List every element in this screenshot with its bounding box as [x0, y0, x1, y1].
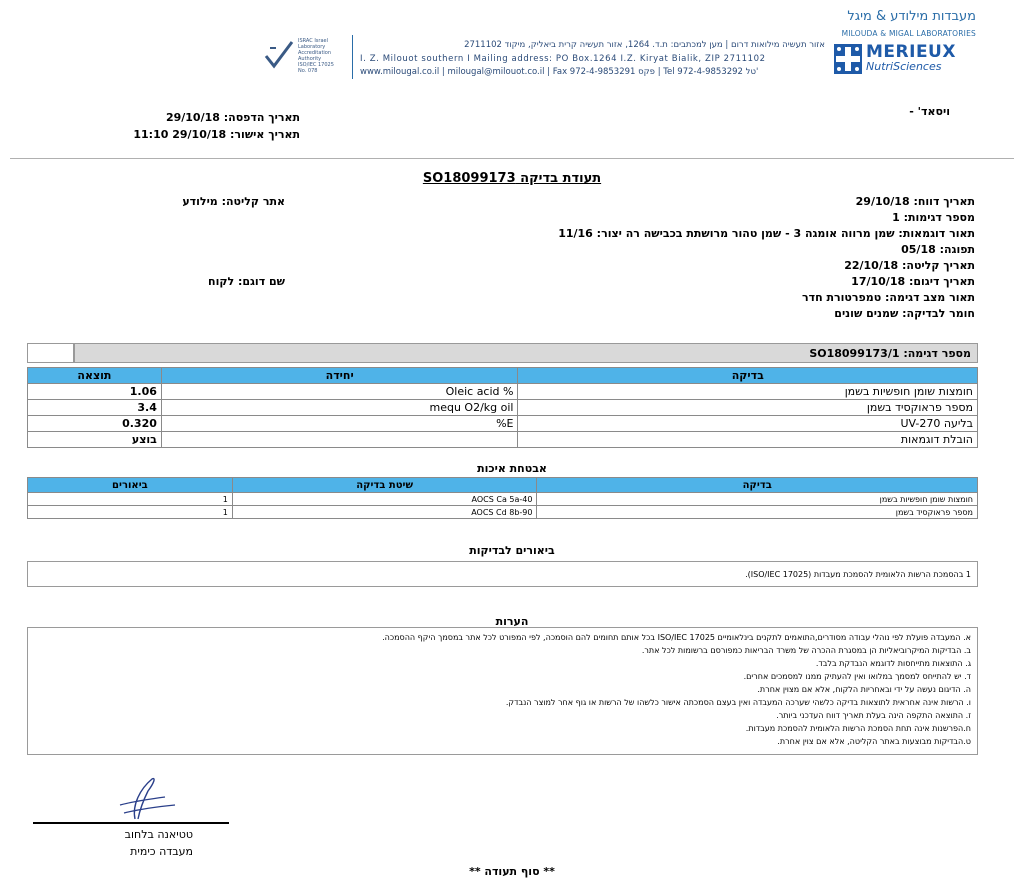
contact-line: www.milougal.co.il | milougal@milouot.co.il | Fax 972-4-9853291 פקס | Tel 972-4-9853292 טל' [360, 67, 759, 77]
lab-name-hebrew: מעבדות מילודע & מיגל [847, 9, 976, 24]
sample-number-bar [74, 343, 978, 363]
receipt-date: תאריך קליטה: 22/10/18 [844, 259, 975, 272]
merieux-brand-sub: NutriSciences [866, 60, 942, 73]
qa-header-row [28, 478, 978, 493]
approval-date: תאריך אישור: 29/10/18 11:10 [133, 128, 300, 141]
test-name: בליעה UV-270 [518, 416, 978, 432]
signer-role: מעבדה כימית [130, 845, 193, 858]
qa-method: AOCS Cd 8b-90 [232, 506, 537, 519]
results-header-row [28, 368, 978, 384]
merieux-brand-name: MERIEUX [866, 42, 956, 62]
note-line: ח.הפרשנות אינה תחת הסמכת הרשות הלאומית להסמכת מעבדות. [745, 724, 971, 733]
test-name: הובלת דוגמאות [518, 432, 978, 448]
table-row [28, 384, 978, 400]
sampler-name: שם דוגם: לקוח [208, 275, 285, 288]
end-of-certificate: ** סוף תעודה ** [469, 865, 555, 878]
address-english: I. Z. Milouot southern I Mailing address: PO Box.1264 I.Z. Kiryat Bialik, ZIP 2711102 [360, 54, 766, 64]
note-line: ט.הבדיקות מבוצעות באתר הקליטה, אלא אם צוין אחרת. [777, 737, 971, 746]
merieux-logo-icon [834, 44, 862, 74]
results-header-test: בדיקה [518, 368, 978, 384]
test-name: מספר פראוקסיד בשמן [518, 400, 978, 416]
test-unit: % Oleic acid [161, 384, 518, 400]
note-line: ב. הבדיקות המיקרוביאליות הן במסגרת ההכרה של משרד הבריאות כמפורסם ברשומות לכל אתר. [641, 646, 971, 655]
qa-title: אבטחת איכות [477, 462, 547, 475]
note-line: ז. התוצאה התקפה הינה בעלת תאריך דווח העדכני ביותר. [776, 711, 971, 720]
lab-name-english: MILOUDA & MIGAL LABORATORIES [841, 29, 976, 38]
address-hebrew: אזור תעשיה מילואות דרום | מען למכתבים: ת.ד. 1264, אזור תעשיה קרית ביאליק, מיקוד 2711102 [464, 40, 825, 50]
signature-line [33, 822, 229, 824]
test-result: 1.06 [28, 384, 162, 400]
note-line: ו. הרשות אינה אחראית לתוצאות בדיקה כלשהי שערכה המעבדה ואין בעצם הסמכתה אישור כלשהו של הרשות או גוף אחר למוצר הנבדק. [505, 698, 971, 707]
notes-title: הערות [495, 615, 529, 628]
qa-header-test: בדיקה [537, 478, 978, 493]
test-result: בוצע [28, 432, 162, 448]
report-date: תאריך דווח: 29/10/18 [855, 195, 975, 208]
test-unit: mequ O2/kg oil [161, 400, 518, 416]
table-row [28, 493, 978, 506]
sample-state: תאור מצב דגימה: טמפרטורת חדר [802, 291, 975, 304]
israc-check-icon [262, 38, 296, 72]
explanation-line: 1 בהסמכת הרשות הלאומית להסמכת מעבדות (ISO/IEC 17025). [745, 570, 971, 579]
test-result: 3.4 [28, 400, 162, 416]
qa-note-ref: 1 [28, 506, 233, 519]
signature-image [40, 775, 240, 825]
sample-count: מספר דגימות: 1 [892, 211, 975, 224]
certificate-title: תעודת בדיקה SO18099173 [422, 171, 602, 186]
qa-header-notes: ביאורים [28, 478, 233, 493]
sampling-date: תאריך דיגום: 17/10/18 [851, 275, 975, 288]
merieux-logo [834, 42, 976, 78]
qa-test-name: חומצות שומן חופשיות בשמן [537, 493, 978, 506]
test-unit: E% [161, 416, 518, 432]
results-header-unit: יחידה [161, 368, 518, 384]
qa-test-name: מספר פראוקסיד בשמן [537, 506, 978, 519]
explanations-title: ביאורים לבדיקות [469, 544, 555, 557]
recipient: ויסאד' - [909, 105, 950, 118]
results-table [27, 367, 978, 448]
qa-note-ref: 1 [28, 493, 233, 506]
explanations-box [27, 561, 978, 587]
note-line: ה. הדיגום נעשה על ידי ובאחריות הלקוח, אלא אם מצוין אחרת. [757, 685, 971, 694]
table-row [28, 416, 978, 432]
table-row [28, 432, 978, 448]
print-date: תאריך הדפסה: 29/10/18 [165, 111, 300, 124]
expiry-date: תפוגה: 05/18 [901, 243, 975, 256]
header-divider [352, 35, 353, 79]
israc-logo [262, 38, 342, 80]
table-row [28, 506, 978, 519]
note-line: ג. התוצאות מתייחסות לדוגמא הנבדקת בלבד. [815, 659, 971, 668]
note-line: א. המעבדה פועלת לפי נוהלי עבודה מסודרים,התואמים לתקנים בינלאומיים ISO/IEC 17025 בכל אותם תחומים להם הוסמכה, לפי המפורט לכל אתר במסמך היקף ההסמכה. [382, 633, 971, 642]
israc-text: ISRAC Israel Laboratory Accreditation Authority ISO/IEC 17025 No. 078 [298, 38, 334, 74]
signer-name: טטיאנה בלחוב [124, 828, 193, 841]
header-separator [10, 158, 1014, 159]
sample-header-spacer [27, 343, 74, 363]
test-result: 0.320 [28, 416, 162, 432]
results-header-result: תוצאה [28, 368, 162, 384]
test-name: חומצות שומן חופשיות בשמן [518, 384, 978, 400]
receipt-site: אתר קליטה: מילודע [182, 195, 285, 208]
test-unit [161, 432, 518, 448]
sample-number: מספר דגימה: SO18099173/1 [809, 347, 971, 360]
qa-header-method: שיטת בדיקה [232, 478, 537, 493]
table-row [28, 400, 978, 416]
test-material: חומר לבדיקה: שמנים שונים [834, 307, 975, 320]
notes-box [27, 627, 978, 755]
note-line: ד. יש להתייחס למסמך במלואו ואין להעתיק ממנו למסמכים אחרים. [743, 672, 971, 681]
qa-method: AOCS Ca 5a-40 [232, 493, 537, 506]
qa-table [27, 477, 978, 519]
sample-description: תאור דוגמאות: שמן מרווה אומגה 3 - שמן טהור מרושתת בכבישה רה יצור: 11/16 [558, 227, 975, 240]
